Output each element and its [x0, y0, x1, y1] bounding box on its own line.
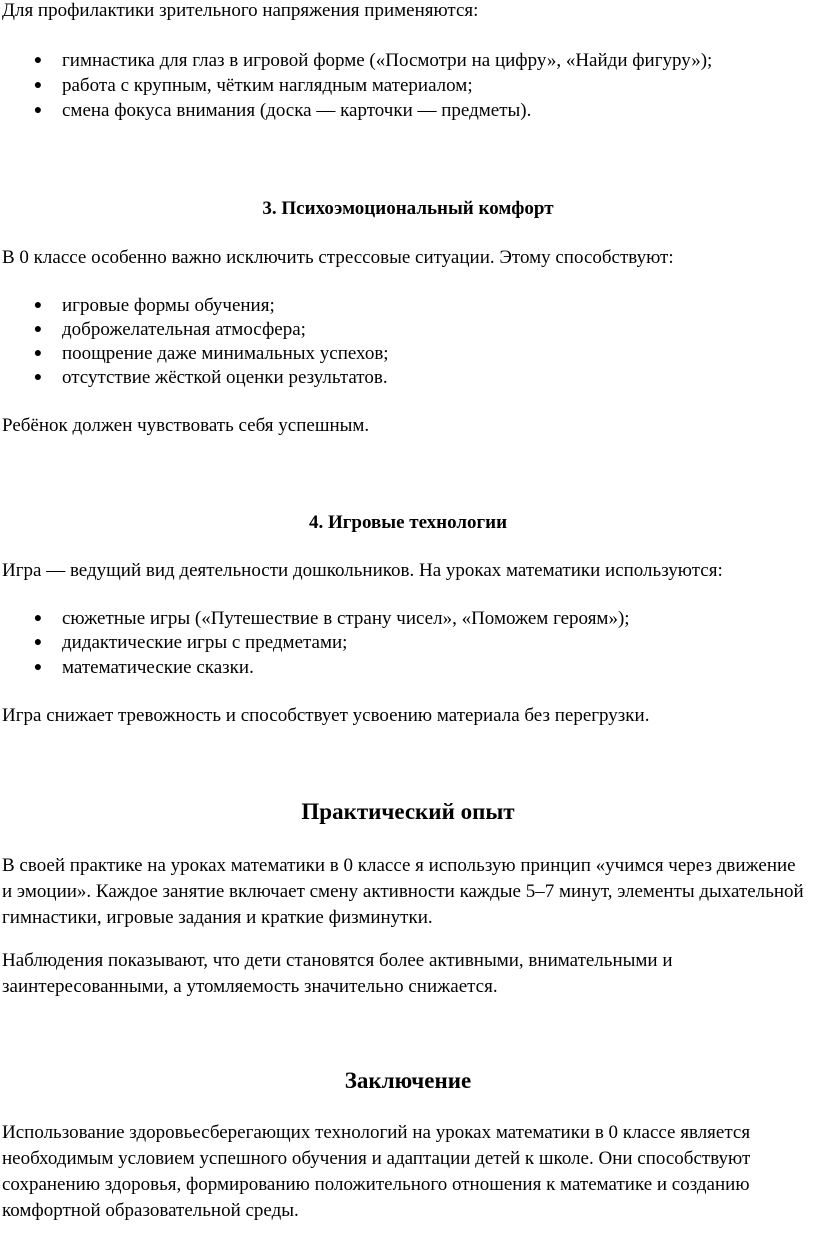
- section-lead: В 0 классе особенно важно исключить стрессовые ситуации. Этому способствуют:: [2, 247, 674, 268]
- section-lead: Игра — ведущий вид деятельности дошкольников. На уроках математики используются:: [2, 560, 723, 581]
- section-closing: Игра снижает тревожность и способствует усвоению материала без перегрузки.: [2, 705, 650, 726]
- section-closing: Ребёнок должен чувствовать себя успешным.: [2, 415, 370, 436]
- practice-paragraph-1: В своей практике на уроках математики в 0 классе я использую принцип «учимся через движение и эмоции». Каждое занятие включает смену активности каждые 5–7 минут, элементы дыхательной гимнастики, игровые задания и краткие физминутки.: [2, 855, 804, 928]
- bullet-icon: ●: [33, 346, 43, 361]
- bullet-icon: ●: [33, 660, 43, 675]
- bullet-icon: ●: [33, 298, 43, 313]
- bullet-icon: ●: [33, 103, 43, 118]
- bullet-icon: ●: [33, 53, 43, 68]
- section-heading: 3. Психоэмоциональный комфорт: [262, 198, 554, 219]
- bullet-icon: ●: [33, 370, 43, 385]
- conclusion-heading: Заключение: [344, 1068, 472, 1093]
- section-heading: 4. Игровые технологии: [308, 512, 508, 533]
- bullet-icon: ●: [33, 78, 43, 93]
- practice-paragraph-2: Наблюдения показывают, что дети становятся более активными, внимательными и заинтересованными, а утомляемость значительно снижается.: [2, 950, 673, 997]
- conclusion-paragraph: Использование здоровьесберегающих технологий на уроках математики в 0 классе является необходимым условием успешного обучения и адаптации детей к школе. Они способствуют сохранению здоровья, формированию положительного отношения к математике и созданию комфортной образовательной среды.: [2, 1122, 751, 1221]
- bullet-icon: ●: [33, 635, 43, 650]
- practice-heading: Практический опыт: [301, 799, 515, 824]
- bullet-icon: ●: [33, 322, 43, 337]
- bullet-icon: ●: [33, 611, 43, 626]
- intro-paragraph: Для профилактики зрительного напряжения применяются:: [2, 0, 479, 21]
